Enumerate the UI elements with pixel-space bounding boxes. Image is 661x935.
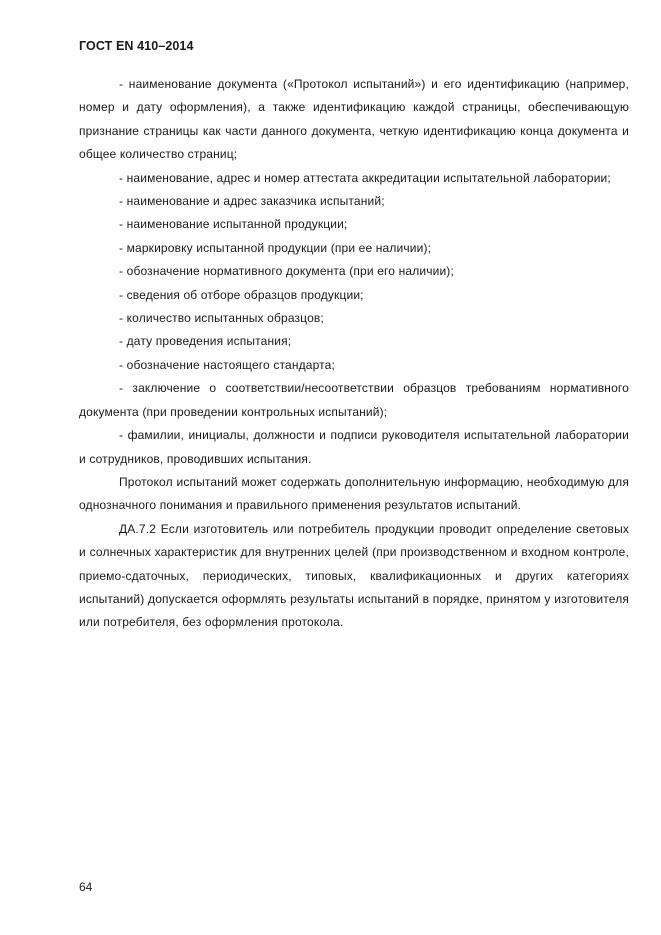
list-item-normative-document: - обозначение нормативного документа (при его наличии); [119,264,454,279]
list-item-test-date: - дату проведения испытания; [119,334,292,349]
list-item-customer-info: - наименование и адрес заказчика испытаний; [119,194,385,209]
list-item-signatures: - фамилии, инициалы, должности и подписи руководителя испытательной лаборатории и сотрудников, проводивших испытания. [79,428,629,466]
document-body [79,73,629,635]
list-item-standard-designation: - обозначение настоящего стандарта; [119,357,335,372]
list-item-product-marking: - маркировку испытанной продукции (при ее наличии); [119,240,432,255]
list-item-conformity-conclusion: - заключение о соответствии/несоответствии образцов требованиям нормативного документа (при проведении контрольных испытаний); [79,381,629,419]
paragraph-additional-info: Протокол испытаний может содержать дополнительную информацию, необходимую для однозначного понимания и правильного применения результатов испытаний. [79,474,629,513]
list-item-document-identification: - наименование документа («Протокол испытаний») и его идентификацию (например, номер и дату оформления), а также идентификацию каждой страницы, обеспечивающую признание страницы как части данного документа, четкую идентификацию конца документа и общее количество страниц; [79,77,629,162]
list-item-sampling-info: - сведения об отборе образцов продукции; [119,287,364,302]
paragraph-da-7-2: ДА.7.2 Если изготовитель или потребитель продукции проводит определение световых и солнечных характеристик для внутренних целей (при производственном и входном контроле, приемо-сдаточных, периодических, типовых, квалификационных и других категориях испытаний) допускается оформлять результаты испытаний в порядке, принятом у изготовителя или потребителя, без оформления протокола. [79,521,629,630]
list-item-sample-count: - количество испытанных образцов; [119,311,324,326]
list-item-product-name: - наименование испытанной продукции; [119,217,348,232]
list-item-laboratory-info: - наименование, адрес и номер аттестата аккредитации испытательной лаборатории; [119,170,611,185]
page-number: 64 [79,880,93,894]
page-header: ГОСТ EN 410–2014 [79,39,194,53]
